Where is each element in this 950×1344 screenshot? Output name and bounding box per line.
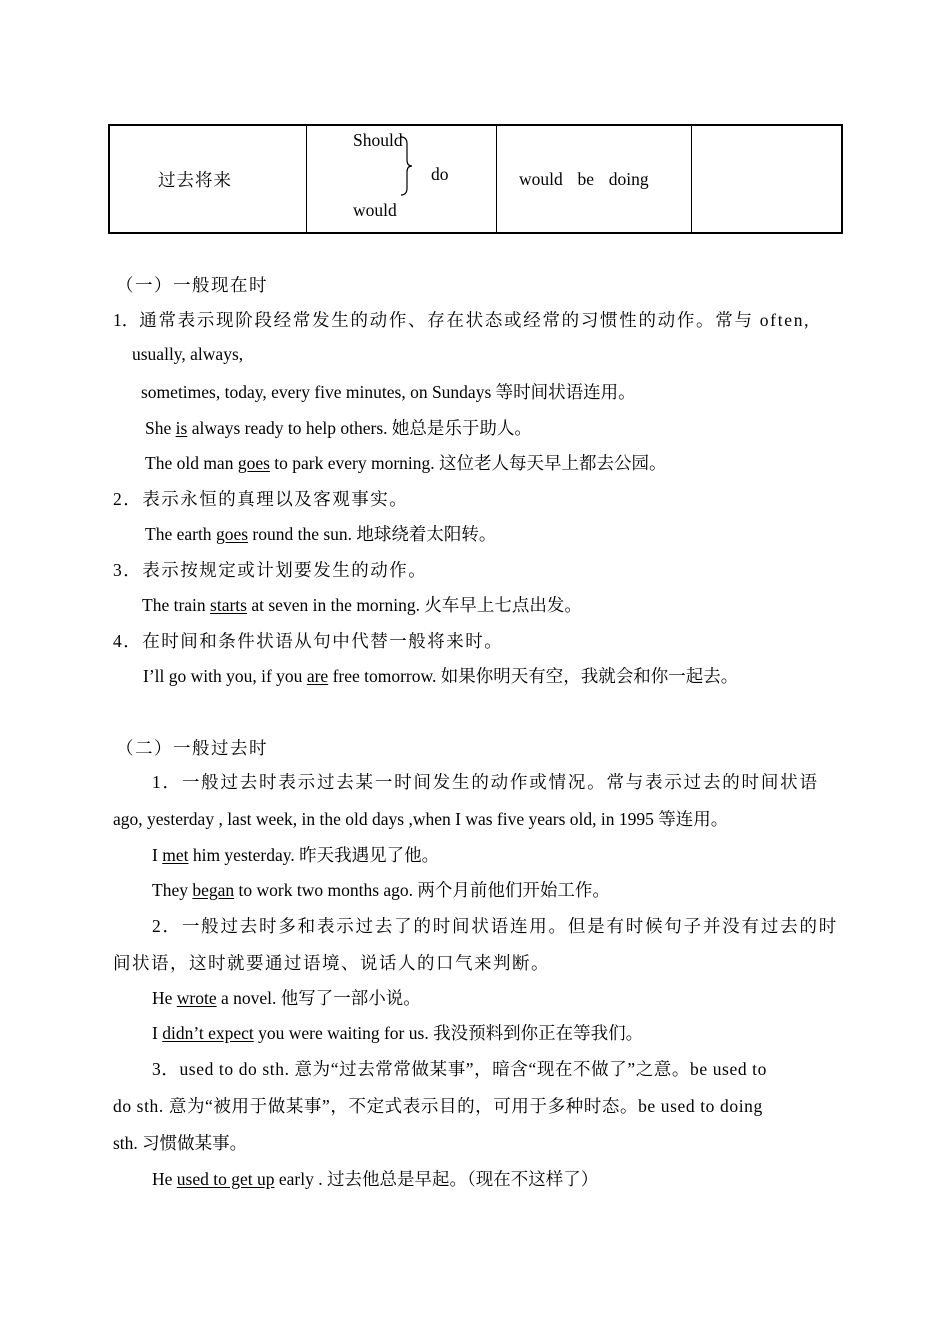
example-verb: didn’t expect [162,1023,254,1043]
empty-cell [692,125,843,233]
p1-number: 1． [113,310,140,330]
example-verb: used to get up [176,1169,275,1189]
section1-p4: 4．在时间和条件状语从句中代替一般将来时。 [113,631,504,651]
brace-icon [399,136,413,196]
simple-form-cell [307,125,497,233]
example-sentence [142,592,582,617]
section2-p2-line1: 2．一般过去时多和表示过去了的时间状语连用。但是有时候句子并没有过去的时 [152,916,839,936]
example-pre: I [152,1023,163,1043]
example-post: to park every morning. 这位老人每天早上都去公园。 [269,453,667,473]
example-sentence [152,985,421,1010]
progressive-form-cell: would be doing [497,125,692,233]
p1-text: 通常表示现阶段经常发生的动作、存在状态或经常的习惯性的动作。常与 often, [139,310,811,330]
section1-p1-line3: sometimes, today, every five minutes, on Sundays 等时间状语连用。 [141,382,636,402]
example-sentence [152,1166,598,1191]
example-pre: She [145,418,176,438]
verb-do: do [431,164,449,184]
example-pre: The earth [145,524,216,544]
example-sentence [143,663,738,688]
example-post: early . 过去他总是早起。（现在不这样了） [274,1169,599,1189]
example-verb: are [306,666,329,686]
example-sentence [152,877,610,902]
example-pre: He [152,988,177,1008]
example-post: you were waiting for us. 我没预料到你正在等我们。 [253,1023,644,1043]
example-pre: The old man [145,453,238,473]
row-label: 过去将来 [109,125,307,233]
example-sentence [145,521,496,546]
section2-p1-line1: 1．一般过去时表示过去某一时间发生的动作或情况。常与表示过去的时间状语 [152,772,819,792]
example-post: round the sun. 地球绕着太阳转。 [248,524,497,544]
example-verb: goes [237,453,270,473]
example-sentence [152,1020,643,1045]
section2-p2-line2: 间状语，这时就要通过语境、说话人的口气来判断。 [113,953,550,973]
example-verb: began [192,880,235,900]
example-post: him yesterday. 昨天我遇见了他。 [188,845,440,865]
section2-p3-line3: sth. 习惯做某事。 [113,1133,248,1153]
example-verb: is [175,418,188,438]
modal-would: would [353,200,397,220]
section1-heading: （一）一般现在时 [116,275,268,295]
example-pre: He [152,1169,177,1189]
section2-p1-line2: ago, yesterday , last week, in the old days ,when I was five years old, in 1995 等连用。 [113,809,729,829]
modal-should: Should [353,130,403,150]
example-post: at seven in the morning. 火车早上七点出发。 [246,595,582,615]
example-pre: The train [142,595,211,615]
section1-p1-line1 [113,307,837,332]
example-pre: They [152,880,193,900]
example-post: a novel. 他写了一部小说。 [216,988,421,1008]
example-post: free tomorrow. 如果你明天有空，我就会和你一起去。 [328,666,739,686]
example-verb: goes [215,524,249,544]
example-sentence [145,450,667,475]
section2-p3-line1: 3．used to do sth. 意为“过去常常做某事”，暗含“现在不做了”之意。be used to [152,1059,767,1079]
example-sentence [145,415,532,440]
section1-p2: 2．表示永恒的真理以及客观事实。 [113,489,409,509]
example-verb: met [162,845,189,865]
section2-p3-line2: do sth. 意为“被用于做某事”，不定式表示目的，可用于多种时态。be used to doing [113,1096,763,1116]
example-verb: starts [210,595,247,615]
example-pre: I [152,845,163,865]
example-sentence [152,842,439,867]
section2-heading: （二）一般过去时 [116,738,268,758]
example-verb: wrote [176,988,217,1008]
example-post: always ready to help others. 她总是乐于助人。 [187,418,532,438]
example-post: to work two months ago. 两个月前他们开始工作。 [234,880,610,900]
section1-p3: 3．表示按规定或计划要发生的动作。 [113,560,428,580]
table-row [109,125,842,233]
example-pre: I’ll go with you, if you [143,666,307,686]
tense-table [108,124,843,234]
section1-p1-line2: usually, always, [132,344,244,364]
